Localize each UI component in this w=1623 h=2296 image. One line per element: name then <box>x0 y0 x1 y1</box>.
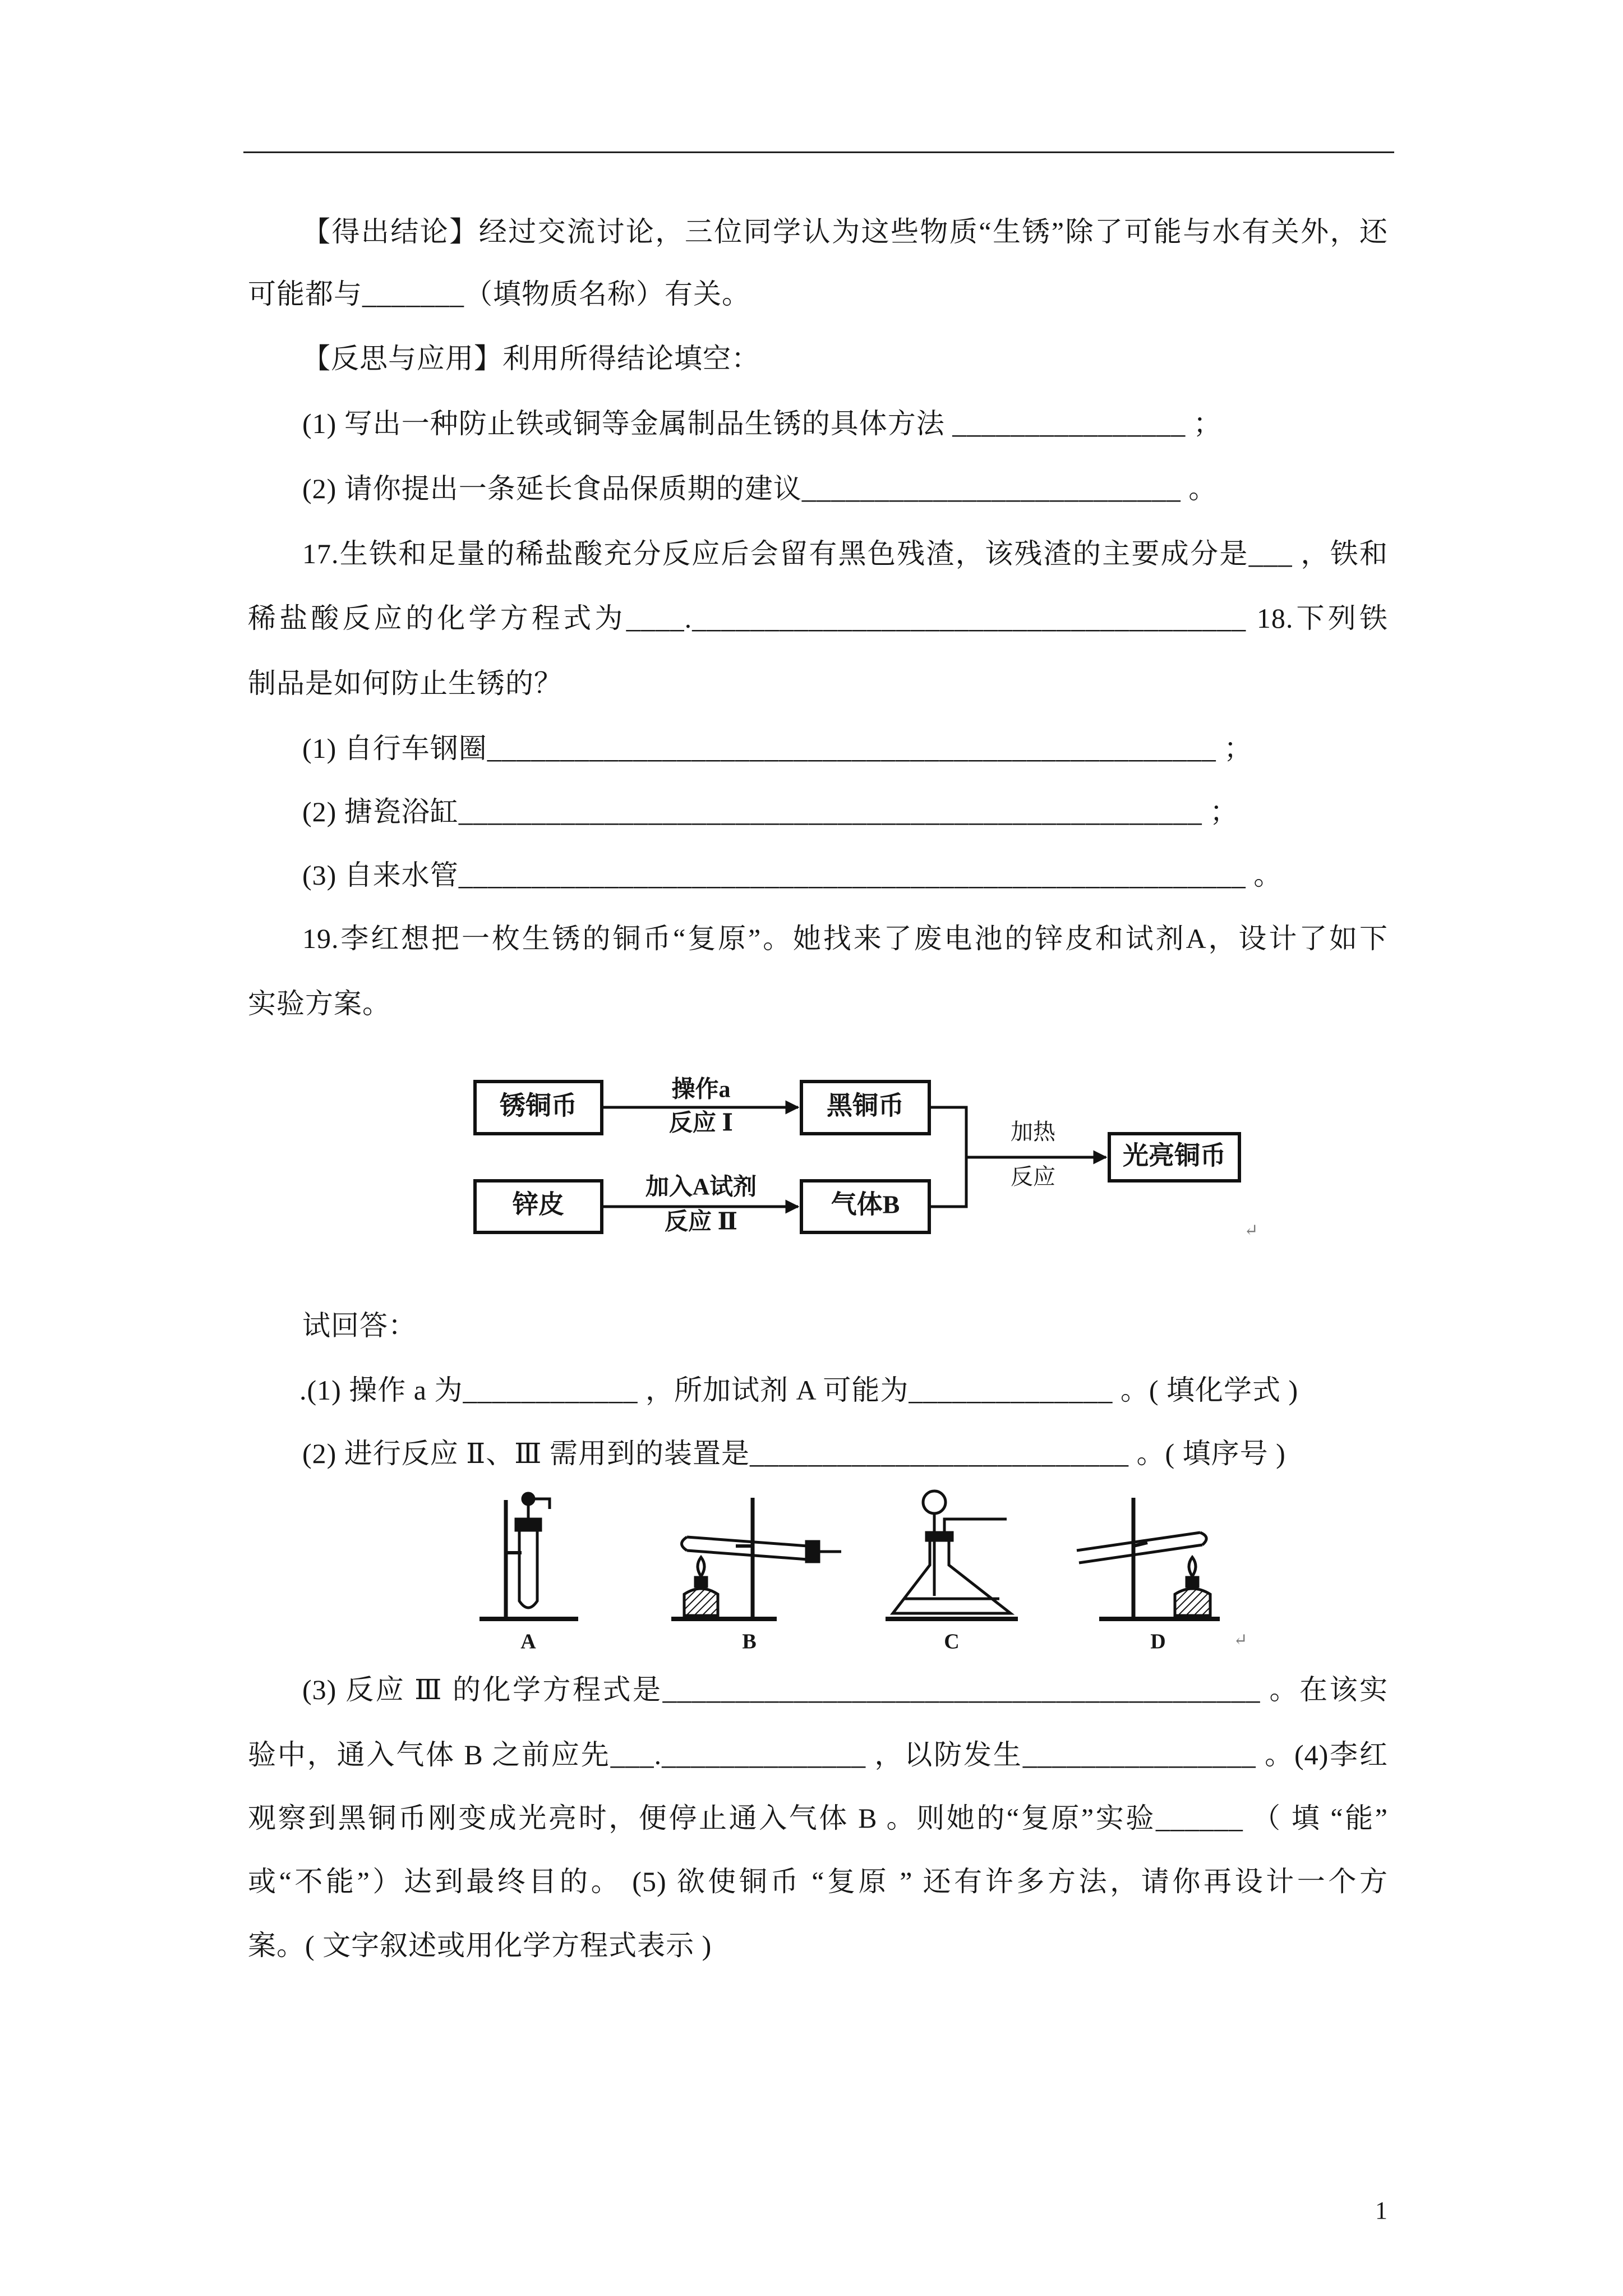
apparatus-b-label: B <box>742 1630 757 1654</box>
question-18-item-3: (3) 自来水管______________________________________________________ 。 <box>302 859 1283 891</box>
question-18-item-2: (2) 搪瓷浴缸___________________________________________________ ； <box>302 796 1239 827</box>
reflection-item-1: (1) 写出一种防止铁或铜等金属制品生锈的具体方法 ________________ ； <box>302 408 1222 439</box>
reflection-item-2: (2) 请你提出一条延长食品保质期的建议__________________________ 。 <box>302 473 1218 504</box>
apparatus-c-label: C <box>944 1630 960 1654</box>
apparatus-b <box>671 1498 841 1619</box>
question-19-part-2: (2) 进行反应 Ⅱ、Ⅲ 需用到的装置是__________________________ 。( 填序号 ) <box>302 1438 1286 1469</box>
question-18-line: 制品是如何防止生锈的？ <box>248 668 562 699</box>
add-reagent-a-label: 加入A试剂 <box>645 1174 757 1200</box>
flow-diagram <box>460 1055 1267 1257</box>
reaction-2-label: 反应 Ⅱ <box>665 1209 737 1235</box>
return-mark: ↵ <box>1244 1221 1258 1240</box>
apparatus-a <box>479 1493 578 1619</box>
reaction-3-label: 反应 <box>1011 1164 1055 1190</box>
apparatus-d <box>1077 1498 1220 1619</box>
question-19-part-5-line-1: 或“不能”）达到最终目的。 (5) 欲使铜币 “复原 ” 还有许多方法，请你再设计一个方 <box>248 1866 1388 1897</box>
answer-prompt: 试回答： <box>302 1310 417 1341</box>
question-17-line-2: 稀盐酸反应的化学方程式为____.______________________________________ 18.下列铁 <box>248 602 1388 634</box>
question-19-part-4-line: 观察到黑铜币刚变成光亮时，便停止通入气体 B 。则她的“复原”实验______ （ 填 “能” <box>248 1802 1388 1834</box>
question-18-item-1: (1) 自行车钢圈__________________________________________________ ； <box>302 733 1253 764</box>
question-17-line-1: 17.生铁和足量的稀盐酸充分反应后会留有黑色残渣，该残渣的主要成分是___ ，铁和 <box>302 538 1388 569</box>
rusty-coin-label: 锈铜币 <box>500 1091 577 1120</box>
apparatus-d-label: D <box>1150 1630 1166 1654</box>
shiny-coin-label: 光亮铜币 <box>1123 1141 1226 1170</box>
apparatus-a-label: A <box>520 1630 536 1654</box>
page-number: 1 <box>1375 2197 1387 2224</box>
black-coin-label: 黑铜币 <box>827 1091 904 1120</box>
conclusion-line-1: 【得出结论】经过交流讨论，三位同学认为这些物质“生锈”除了可能与水有关外，还 <box>302 216 1388 247</box>
apparatus-return-mark: ↵ <box>1233 1630 1248 1649</box>
heat-label: 加热 <box>1011 1119 1055 1145</box>
reflection-heading: 【反思与应用】利用所得结论填空： <box>302 343 760 374</box>
reaction-1-label: 反应 Ⅰ <box>668 1110 734 1137</box>
question-19-part-3-line-2: 验中，通入气体 B 之前应先___.______________ ，以防发生________________ 。(4)李红 <box>248 1739 1388 1770</box>
apparatus-figure <box>471 1481 1267 1660</box>
question-19-part-5-line-2: 案。( 文字叙述或用化学方程式表示 ) <box>248 1930 712 1961</box>
question-19-part-3-line-1: (3) 反应 Ⅲ 的化学方程式是_________________________________________ 。在该实 <box>302 1674 1388 1705</box>
header-rule <box>243 151 1394 153</box>
conclusion-line-2: 可能都与_______（填物质名称）有关。 <box>248 278 750 310</box>
zinc-label: 锌皮 <box>513 1190 564 1219</box>
apparatus-c <box>886 1491 1018 1619</box>
gas-b-label: 气体B <box>831 1190 900 1219</box>
merge-connector <box>929 1107 966 1207</box>
question-19-part-1: .(1) 操作 a 为____________ ，所加试剂 A 可能为______________ 。( 填化学式 ) <box>299 1374 1299 1406</box>
question-19-intro-line-1: 19.李红想把一枚生锈的铜币“复原”。她找来了废电池的锌皮和试剂A，设计了如下 <box>302 923 1388 954</box>
question-19-intro-line-2: 实验方案。 <box>248 988 391 1019</box>
operation-a-label: 操作a <box>671 1076 731 1103</box>
